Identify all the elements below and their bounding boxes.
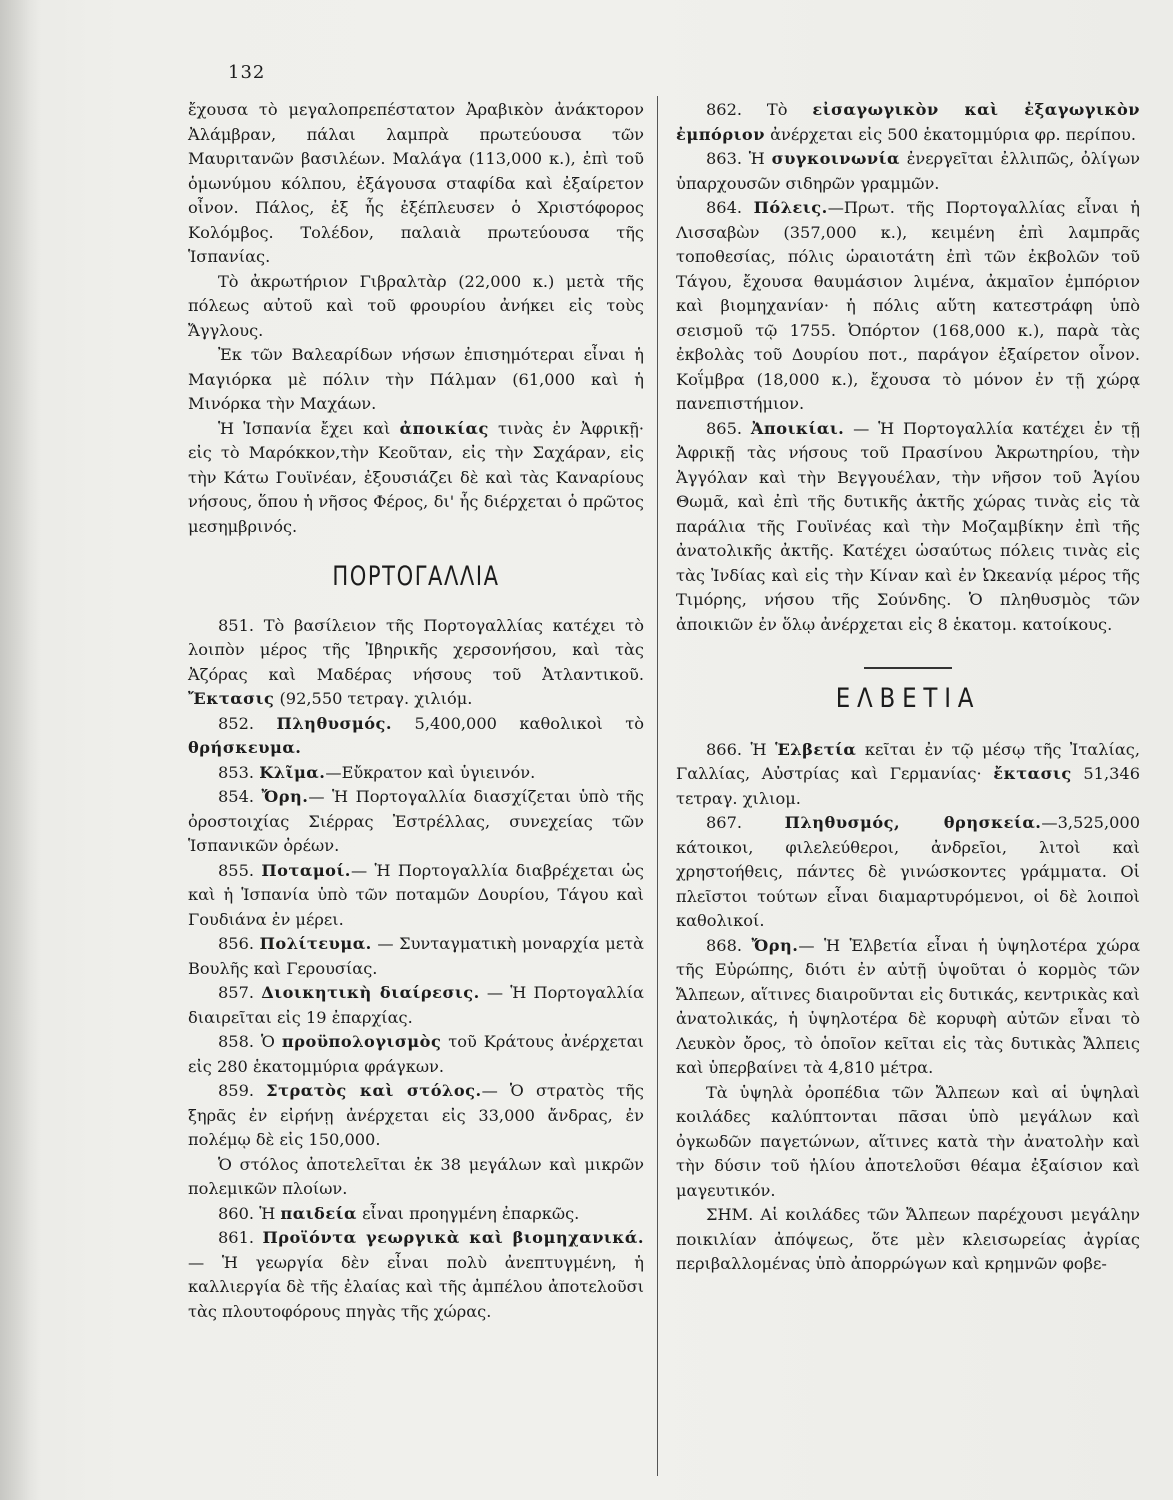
section-863: 863. Ἡ συγκοινωνία ἐνεργεῖται ἐλλιπῶς, ὀλίγων ὑπαρχουσῶν σιδηρῶν γραμμῶν. bbox=[676, 149, 1140, 193]
section-852: 852. Πληθυσμός. 5,400,000 καθολικοὶ τὸ θρήσκευμα. bbox=[188, 713, 644, 757]
paragraph-spain-cities: ἔχουσα τὸ μεγαλοπρεπέστατον Ἀραβικὸν ἀνάκτορον Ἀλάμβραν, πάλαι λαμπρὰ πρωτεύουσα τῶν Μαυριτανῶν βασιλέων. Μαλάγα (113,000 κ.), ἐπὶ τοῦ ὁμωνύμου κόλπου, ἐξάγουσα σταφίδα καὶ ἐξαίρετον οἶνον. Πάλος, ἐξ ἧς ἐξέπλευσεν ὁ Χριστόφορος Κολόμβος. Τολέδον, παλαιὰ πρωτεύουσα τῆς Ἱσπανίας. bbox=[188, 100, 644, 266]
section-858: 858. Ὁ προϋπολογισμὸς τοῦ Κράτους ἀνέρχεται εἰς 280 ἑκατομμύρια φράγκων. bbox=[188, 1032, 645, 1076]
paragraph-balearic: Ἐκ τῶν Βαλεαρίδων νήσων ἐπισημότεραι εἶναι ἡ Μαγιόρκα μὲ πόλιν τὴν Πάλμαν (61,000 καὶ ἡ Μινόρκα τὴν Μαχάων. bbox=[188, 345, 644, 413]
section-864: 864. Πόλεις.—Πρωτ. τῆς Πορτογαλλίας εἶναι ἡ Λισσαβὼν (357,000 κ.), κειμένη ἐπὶ λαμπρᾶς τοποθεσίας, πόλις ὡραιοτάτη ἐπὶ τῶν ἐκβολῶν τοῦ Τάγου, ἔχουσα θαυμάσιον λιμένα, ἀκμαῖον ἐμπόριον καὶ βιομηχανίαν· ἡ πόλις αὕτη κατεστράφη ὑπὸ σεισμοῦ τῷ 1755. Ὀπόρτον (168,000 κ.), παρὰ τὰς ἐκβολὰς τοῦ Δουρίου ποτ., παράγον ἐξαίρετον οἶνον. Κοΐμβρα (18,000 κ.), ἔχουσα τὸ μόνον ἐν τῇ χώρᾳ πανεπιστήμιον. bbox=[676, 198, 1140, 413]
column-divider bbox=[657, 96, 658, 1476]
right-column bbox=[676, 98, 1140, 1277]
paragraph-spain-colonies: Ἡ Ἱσπανία ἔχει καὶ ἀποικίας τινὰς ἐν Ἀφρικῇ· εἰς τὸ Μαρόκκον,τὴν Κεοῦταν, εἰς τὴν Σαχάραν, εἰς τὴν Κάτω Γουϊνέαν, ἐξουσιάζει δὲ καὶ τὰς Καναρίους νήσους, ὅπου ἡ νῆσος Φέρος, δι' ἧς διέρχεται ὁ πρῶτος μεσημβρινός. bbox=[188, 418, 644, 536]
section-857: 857. Διοικητικὴ διαίρεσις. — Ἡ Πορτογαλλία διαιρεῖται εἰς 19 ἐπαρχίας. bbox=[188, 983, 644, 1027]
section-heading-switzerland: ΕΛΒΕΤΙΑ bbox=[835, 683, 981, 714]
section-859-fleet: Ὁ στόλος ἀποτελεῖται ἐκ 38 μεγάλων καὶ μικρῶν πολεμικῶν πλοίων. bbox=[188, 1154, 644, 1198]
section-861: 861. Προϊόντα γεωργικὰ καὶ βιομηχανικά. — Ἡ γεωργία δὲν εἶναι πολὺ ἀνεπτυγμένη, ἡ καλλιεργία δὲ τῆς ἐλαίας καὶ τῆς ἀμπέλου ἀποτελοῦσι τὰς πλουτοφόρους πηγὰς τῆς χώρας. bbox=[188, 1228, 644, 1321]
section-851: 851. Τὸ βασίλειον τῆς Πορτογαλλίας κατέχει τὸ λοιπὸν μέρος τῆς Ἰβηρικῆς χερσονήσου, καὶ τὰς Ἀζόρας καὶ Μαδέρας νήσους τοῦ Ἀτλαντικοῦ. Ἔκτασις (92,550 τετραγ. χιλιόμ. bbox=[188, 615, 644, 708]
section-862: 862. Τὸ εἰσαγωγικὸν καὶ ἐξαγωγικὸν ἐμπόριον ἀνέρχεται εἰς 500 ἑκατομμύρια φρ. περίπου. bbox=[676, 100, 1140, 144]
section-854: 854. Ὄρη.— Ἡ Πορτογαλλία διασχίζεται ὑπὸ τῆς ὀροστοιχίας Σιέρρας Ἐστρέλλας, συνεχείας τῶν Ἱσπανικῶν ὀρέων. bbox=[188, 787, 644, 855]
section-heading-portugal: ΠΟΡΤΟΓΑΛΛΙΑ bbox=[332, 561, 500, 592]
section-853: 853. Κλῖμα.—Εὔκρατον καὶ ὑγιεινόν. bbox=[218, 762, 536, 782]
section-867: 867. Πληθυσμός, θρησκεία.—3,525,000 κάτοικοι, φιλελεύθεροι, ἀνδρεῖοι, λιτοὶ καὶ χρηστοήθεις, πάντες δὲ γινώσκοντες γράμματα. Οἱ πλεῖστοι τούτων εἶναι διαμαρτυρόμενοι, οἱ δὲ λοιποὶ καθολικοί. bbox=[676, 813, 1140, 930]
section-868: 868. Ὄρη.— Ἡ Ἑλβετία εἶναι ἡ ὑψηλοτέρα χώρα τῆς Εὐρώπης, διότι ἐν αὐτῇ ὑψοῦται ὁ κορμὸς τῶν Ἄλπεων, αἵτινες διαιροῦνται εἰς δυτικάς, κεντρικὰς καὶ ἀνατολικάς, ἡ ὑψηλοτέρα δὲ κορυφὴ αὐτῶν εἶναι τὸ Λευκὸν ὄρος, τὸ ὁποῖον κεῖται εἰς τὰς δυτικὰς Ἄλπεις καὶ ὑπερβαίνει τὰ 4,810 μέτρα. bbox=[676, 935, 1140, 1077]
section-856: 856. Πολίτευμα. — Συνταγματικὴ μοναρχία μετὰ Βουλῆς καὶ Γερουσίας. bbox=[188, 934, 644, 978]
left-column bbox=[188, 98, 644, 1324]
section-860: 860. Ἡ παιδεία εἶναι προηγμένη ἐπαρκῶς. bbox=[218, 1203, 580, 1223]
paragraph-note: ΣΗΜ. Αἱ κοιλάδες τῶν Ἄλπεων παρέχουσι μεγάλην ποικιλίαν ἀπόψεως, ὅτε μὲν κλεισωρείας ἀγρίας περιβαλλομένας ὑπὸ ἀπορρώγων καὶ κρημνῶν φοβε- bbox=[676, 1205, 1140, 1273]
page-number: 132 bbox=[228, 62, 266, 83]
paragraph-gibraltar: Τὸ ἀκρωτήριον Γιβραλτὰρ (22,000 κ.) μετὰ τῆς πόλεως αὐτοῦ καὶ τοῦ φρουρίου ἀνήκει εἰς τοὺς Ἄγγλους. bbox=[188, 271, 644, 340]
paragraph-alps-glaciers: Τὰ ὑψηλὰ ὀροπέδια τῶν Ἄλπεων καὶ αἱ ὑψηλαὶ κοιλάδες καλύπτονται πᾶσαι ὑπὸ μεγάλων καὶ ὀγκωδῶν παγετώνων, αἵτινες κατὰ τὴν ἀνατολὴν καὶ τὴν δύσιν τοῦ ἡλίου ἀποτελοῦσι θέαμα ἐξαίσιον καὶ μαγευτικόν. bbox=[676, 1082, 1140, 1200]
section-859: 859. Στρατὸς καὶ στόλος.— Ὁ στρατὸς τῆς ξηρᾶς ἐν εἰρήνῃ ἀνέρχεται εἰς 33,000 ἄνδρας, ἐν πολέμῳ δὲ εἰς 150,000. bbox=[188, 1081, 644, 1149]
section-rule bbox=[864, 667, 952, 669]
page-gutter-shadow bbox=[0, 0, 40, 1500]
section-866: 866. Ἡ Ἑλβετία κεῖται ἐν τῷ μέσῳ τῆς Ἰταλίας, Γαλλίας, Αὐστρίας καὶ Γερμανίας· ἔκτασις 51,346 τετραγ. χιλιομ. bbox=[676, 739, 1140, 808]
section-855: 855. Ποταμοί.— Ἡ Πορτογαλλία διαβρέχεται ὡς καὶ ἡ Ἱσπανία ὑπὸ τῶν ποταμῶν Δουρίου, Τάγου καὶ Γουδιάνα ἐν μέρει. bbox=[188, 860, 644, 929]
section-865: 865. Ἀποικίαι. — Ἡ Πορτογαλλία κατέχει ἐν τῇ Ἀφρικῇ τὰς νήσους τοῦ Πρασίνου Ἀκρωτηρίου, τὴν Ἀγγόλαν καὶ τὴν Βεγγουέλαν, τὴν νῆσον τοῦ Ἁγίου Θωμᾶ, καὶ ἐπὶ τῆς δυτικῆς ἀκτῆς χώρας τινὰς εἰς τὰ παράλια τῆς Γουϊνέας καὶ τὴν Μοζαμβίκην ἐπὶ τῆς ἀνατολικῆς ἀκτῆς. Κατέχει ὡσαύτως πόλεις τινὰς εἰς τὰς Ἰνδίας καὶ εἰς τὴν Κίναν καὶ ἐν Ὠκεανίᾳ μέρος τῆς Τιμόρης, νήσου τῆς Σούνδης. Ὁ πληθυσμὸς τῶν ἀποικιῶν ἐν ὅλῳ ἀνέρχεται εἰς 8 ἑκατομ. κατοίκους. bbox=[676, 418, 1140, 634]
